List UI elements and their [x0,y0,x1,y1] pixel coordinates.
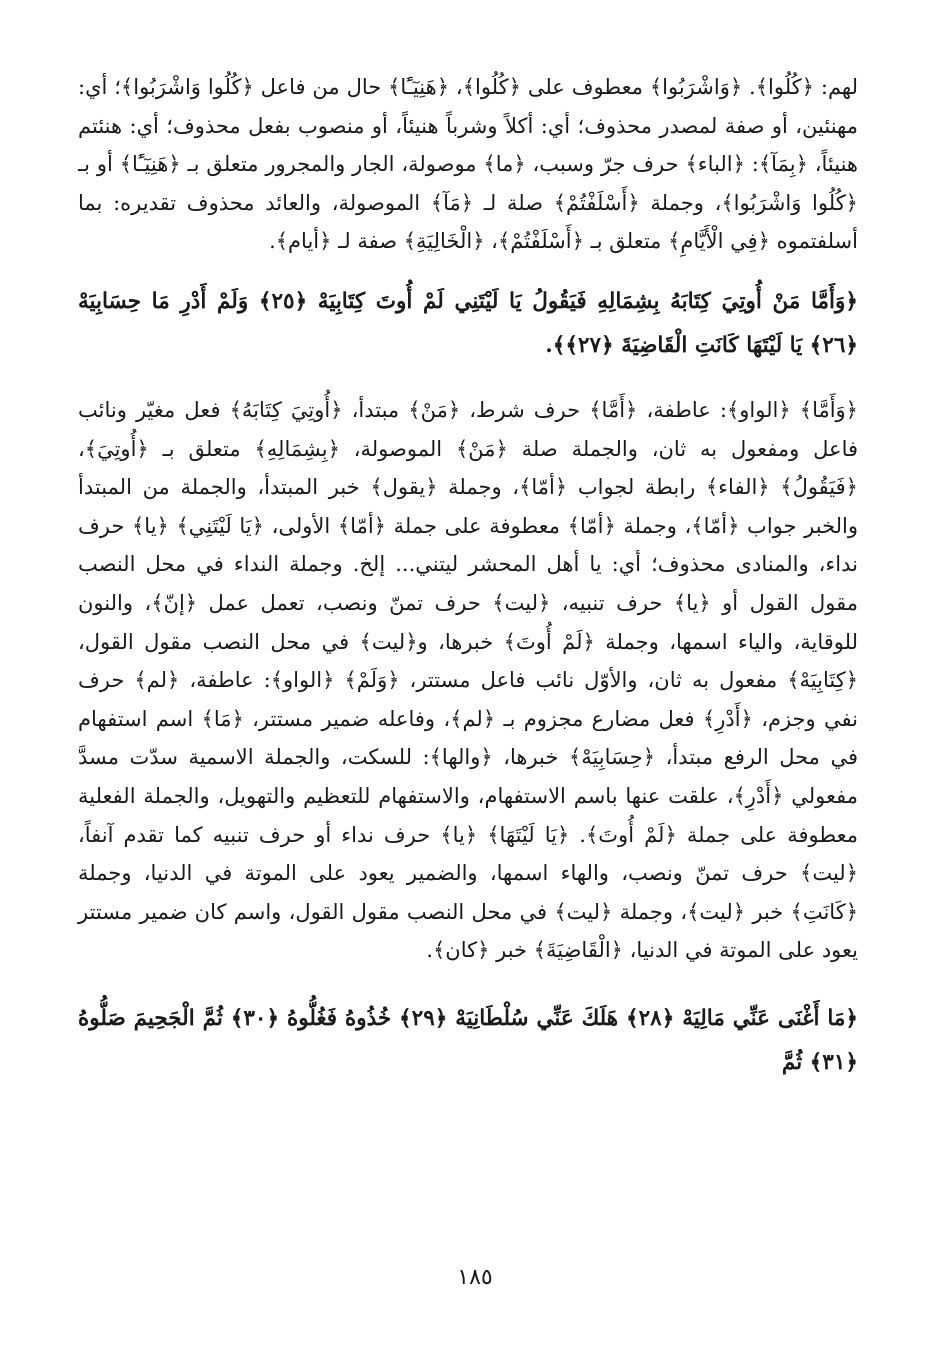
spacer [78,970,858,997]
spacer [78,368,858,391]
page-number: ١٨٥ [457,1265,493,1290]
quran-verse-28-31: ﴿مَا أَغْنَى عَنِّي مَالِيَهْ ﴿٢٨﴾ هَلَكَ عَنِّي سُلْطَانِيَهْ ﴿٢٩﴾ خُذُوهُ فَغُلُّوهُ ﴿٣٠﴾ ثُمَّ الْجَحِيمَ صَلُّوهُ ﴿٣١﴾ ثُمَّ [78,1005,859,1075]
spacer [78,261,858,280]
paragraph-commentary-2: ﴿وَأَمَّا﴾ ﴿الواو﴾: عاطفة، ﴿أَمَّا﴾ حرف شرط، ﴿مَنْ﴾ مبتدأ، ﴿أُوتِيَ كِتَابَهُ﴾ فعل مغيّر ونائب فاعل ومفعول به ثان، والجملة صلة ﴿مَنْ﴾ الموصولة، ﴿بِشِمَالِهِ﴾ متعلق بـ ﴿أُوتِيَ﴾، ﴿فَيَقُولُ﴾ ﴿الفاء﴾ رابطة لجواب ﴿أمّا﴾، وجملة ﴿يقول﴾ خبر المبتدأ، والجملة من المبتدأ والخبر جواب ﴿أمّا﴾، وجملة ﴿أمّا﴾ معطوفة على جملة ﴿أمّا﴾ الأولى، ﴿يَا لَيْتَنِي﴾ ﴿يا﴾ حرف نداء، والمنادى محذوف؛ أي: يا أهل المحشر ليتني... إلخ. وجملة النداء في محل النصب مقول القول أو ﴿يا﴾ حرف تنبيه، ﴿ليت﴾ حرف تمنّ ونصب، تعمل عمل ﴿إنّ﴾، والنون للوقاية، والياء اسمها، وجملة ﴿لَمْ أُوتَ﴾ خبرها، و﴿ليت﴾ في محل النصب مقول القول، ﴿كِتَابِيَهْ﴾ مفعول به ثان، والأوّل نائب فاعل مستتر، ﴿وَلَمْ﴾ ﴿الواو﴾: عاطفة، ﴿لم﴾ حرف نفي وجزم، ﴿أَدْرِ﴾ فعل مضارع مجزوم بـ ﴿لم﴾، وفاعله ضمير مستتر، ﴿مَا﴾ اسم استفهام في محل الرفع مبتدأ، ﴿حِسَابِيَهْ﴾ خبرها، ﴿والها﴾: للسكت، والجملة الاسمية سدّت مسدَّ مفعولي ﴿أَدْرِ﴾، علقت عنها باسم الاستفهام، والاستفهام للتعظيم والتهويل، والجملة الفعلية معطوفة على جملة ﴿لَمْ أُوتَ﴾. ﴿يَا لَيْتَهَا﴾ ﴿يا﴾ حرف نداء أو حرف تنبيه كما تقدم آنفاً، ﴿ليت﴾ حرف تمنّ ونصب، والهاء اسمها، والضمير يعود على الموتة في الدنيا، وجملة ﴿كَانَتِ﴾ خبر ﴿ليت﴾، وجملة ﴿ليت﴾ في محل النصب مقول القول، واسم كان ضمير مستتر يعود على الموتة في الدنيا، ﴿الْقَاضِيَةَ﴾ خبر ﴿كان﴾. [78,397,859,963]
paragraph-commentary-1: لهم: ﴿كُلُوا﴾. ﴿وَاشْرَبُوا﴾ معطوف على ﴿كُلُوا﴾، ﴿هَنِيٓـًٔا﴾ حال من فاعل ﴿كُلُوا وَاشْرَبُوا﴾؛ أي: مهنئين، أو صفة لمصدر محذوف؛ أي: أكلاً وشرباً هنيئاً، أو منصوب بفعل محذوف؛ أي: هنئتم هنيئاً، ﴿بِمَآ﴾: ﴿الباء﴾ حرف جرّ وسبب، ﴿ما﴾ موصولة، الجار والمجرور متعلق بـ ﴿هَنِيٓـًٔا﴾ أو بـ ﴿كُلُوا وَاشْرَبُوا﴾، وجملة ﴿أَسْلَفْتُمْ﴾ صلة لـ ﴿مَآ﴾ الموصولة، والعائد محذوف تقديره: بما أسلفتموه ﴿فِي الْأَيَّامِ﴾ متعلق بـ ﴿أَسْلَفْتُمْ﴾، ﴿الْخَالِيَةِ﴾ صفة لـ ﴿أيام﴾. [78,75,858,254]
quran-verse-25-27: ﴿وَأَمَّا مَنْ أُوتِيَ كِتَابَهُ بِشِمَالِهِ فَيَقُولُ يَا لَيْتَنِي لَمْ أُوتَ كِتَابِيَهْ ﴿٢٥﴾ وَلَمْ أَدْرِ مَا حِسَابِيَهْ ﴿٢٦﴾ يَا لَيْتَهَا كَانَتِ الْقَاضِيَةَ ﴿٢٧﴾﴾. [78,288,858,358]
page-body [78,68,858,1085]
